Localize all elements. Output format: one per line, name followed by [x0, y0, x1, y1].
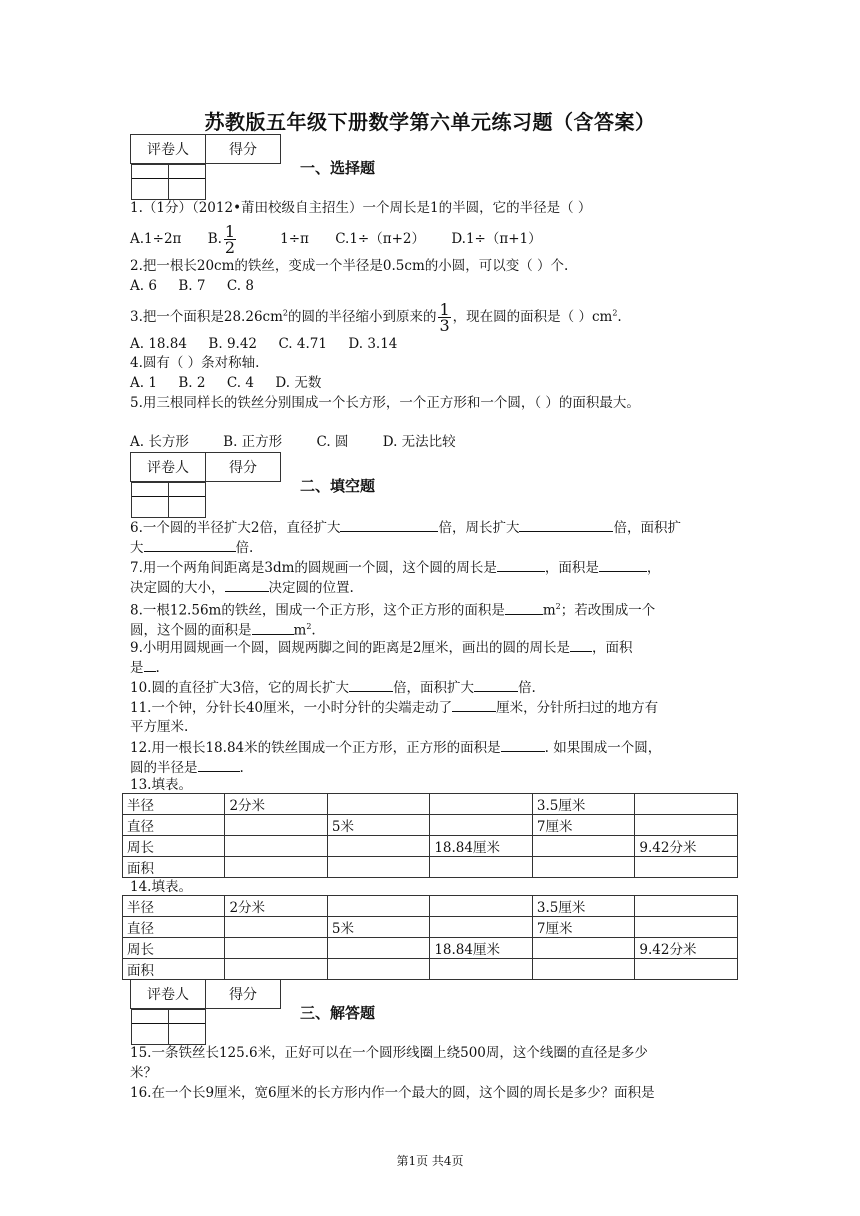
grader-box-2 — [130, 452, 281, 501]
question-4-options: A. 1 B. 2 C. 4 D. 无数 — [130, 375, 322, 391]
table-cell — [327, 896, 429, 917]
question-1-options — [130, 224, 564, 255]
table-row — [123, 959, 738, 980]
row-header-cell: 面积 — [123, 857, 225, 878]
question-9: 9.小明用圆规画一个圆，圆规两脚之间的距离是2厘米，画出的圆的周长是 ，面积 — [130, 637, 632, 658]
page-footer: 第1页 共4页 — [396, 1154, 464, 1168]
table-cell — [532, 836, 634, 857]
option-a: A.1÷2π — [130, 231, 182, 247]
fill-table-body — [123, 896, 738, 980]
table-row — [123, 857, 738, 878]
question-3: 3.把一个面积是$28.26cm^2$的圆的半径缩小到原来的 $\frac{1}{3}$ ，现在圆的面积是（ ）$cm^2$. — [130, 300, 622, 335]
table-cell — [635, 896, 738, 917]
table-cell — [430, 917, 533, 938]
section-heading-fill: 二、填空题 — [300, 477, 376, 495]
question-16: 16.在一个长9厘米，宽6厘米的长方形内作一个最大的圆，这个圆的周长是多少？面积是 — [130, 1085, 655, 1101]
question-10: 10.圆的直径扩大3倍，它的周长扩大 倍，面积扩大 倍. — [130, 677, 536, 698]
table-cell: 5米 — [327, 815, 429, 836]
question-9-cont: 是 . — [130, 657, 160, 678]
question-13: 13.填表。 — [130, 777, 192, 793]
grader-cell — [131, 483, 168, 518]
question-7: 7.用一个两角间距离是3dm的圆规画一个圆，这个圆的周长是 ，面积是 ， — [130, 557, 660, 578]
question-5-options: A. 长方形 B. 正方形 C. 圆 D. 无法比较 — [130, 434, 456, 450]
question-3-options: A. 18.84 B. 9.42 C. 4.71 D. 3.14 — [130, 336, 398, 352]
row-header-cell: 半径 — [123, 794, 225, 815]
grader-label: 评卷人 — [131, 135, 206, 164]
fill-table-13 — [122, 793, 738, 878]
table-cell — [635, 917, 738, 938]
table-cell: 9.42分米 — [635, 938, 738, 959]
question-5: 5.用三根同样长的铁丝分别围成一个长方形，一个正方形和一个圆，（ ）的面积最大。 — [130, 395, 640, 411]
table-cell — [430, 815, 533, 836]
table-cell — [225, 959, 327, 980]
score-cell — [168, 483, 205, 518]
table-cell: 9.42分米 — [635, 836, 738, 857]
table-cell — [430, 896, 533, 917]
grader-label: 评卷人 — [131, 980, 206, 1009]
table-cell — [635, 815, 738, 836]
question-11-cont: 平方厘米. — [130, 719, 189, 735]
question-12-cont: 圆的半径是 . — [130, 757, 244, 778]
table-cell: 7厘米 — [532, 815, 634, 836]
table-cell: 2分米 — [225, 794, 327, 815]
table-cell — [225, 938, 327, 959]
table-cell — [225, 857, 327, 878]
table-cell — [532, 938, 634, 959]
row-header-cell: 半径 — [123, 896, 225, 917]
table-cell — [532, 857, 634, 878]
question-8-cont: 圆，这个圆的面积是 $m^2$. — [130, 617, 316, 641]
score-cell — [168, 1010, 205, 1045]
question-4: 4.圆有（ ）条对称轴. — [130, 355, 260, 371]
table-cell — [430, 857, 533, 878]
grader-cell — [131, 1010, 168, 1045]
table-cell: 3.5厘米 — [532, 794, 634, 815]
question-15-cont: 米？ — [130, 1065, 157, 1081]
table-cell: 18.84厘米 — [430, 938, 533, 959]
grader-box-3 — [130, 979, 281, 1028]
table-cell — [532, 959, 634, 980]
table-cell — [327, 857, 429, 878]
option-d: D.1÷（π+1） — [451, 231, 542, 247]
document-title: 苏教版五年级下册数学第六单元练习题（含答案） — [204, 110, 656, 134]
question-7-cont: 决定圆的大小， 决定圆的位置. — [130, 577, 354, 598]
score-label: 得分 — [206, 453, 281, 482]
table-cell: 18.84厘米 — [430, 836, 533, 857]
table-cell — [635, 857, 738, 878]
table-row — [123, 794, 738, 815]
grader-label: 评卷人 — [131, 453, 206, 482]
fill-table-14 — [122, 895, 738, 980]
table-cell — [225, 836, 327, 857]
question-8: 8.一根12.56m的铁丝，围成一个正方形，这个正方形的面积是 $m^2$；若改围成一个 — [130, 597, 655, 621]
table-cell — [635, 959, 738, 980]
table-cell — [635, 794, 738, 815]
question-1: 1.（1分）（2012•莆田校级自主招生）一个周长是1的半圆，它的半径是（ ） — [130, 200, 592, 216]
question-11: 11.一个钟，分针长40厘米，一小时分针的尖端走动了 厘米，分针所扫过的地方有 — [130, 697, 658, 718]
option-b: B. $\frac{1}{2}$ 1÷π — [207, 222, 309, 257]
table-cell — [327, 836, 429, 857]
question-15: 15.一条铁丝长125.6米，正好可以在一个圆形线圈上绕500周，这个线圈的直径是多少 — [130, 1045, 648, 1061]
fill-table-body — [123, 794, 738, 878]
table-cell — [327, 938, 429, 959]
question-14: 14.填表。 — [130, 879, 192, 895]
question-2-options: A. 6 B. 7 C. 8 — [130, 278, 254, 294]
option-c: C.1÷（π+2） — [335, 231, 426, 247]
row-header-cell: 面积 — [123, 959, 225, 980]
row-header-cell: 直径 — [123, 815, 225, 836]
table-cell: 3.5厘米 — [532, 896, 634, 917]
score-label: 得分 — [206, 980, 281, 1009]
grader-box-1 — [130, 134, 281, 183]
table-cell — [327, 959, 429, 980]
grader-cell — [131, 165, 168, 200]
score-label: 得分 — [206, 135, 281, 164]
table-cell — [327, 794, 429, 815]
table-row — [123, 938, 738, 959]
table-cell: 7厘米 — [532, 917, 634, 938]
row-header-cell: 直径 — [123, 917, 225, 938]
section-heading-choice: 一、选择题 — [300, 159, 376, 177]
table-row — [123, 917, 738, 938]
table-row — [123, 896, 738, 917]
row-header-cell: 周长 — [123, 836, 225, 857]
row-header-cell: 周长 — [123, 938, 225, 959]
question-12: 12.用一根长18.84米的铁丝围成一个正方形，正方形的面积是 . 如果围成一个圆， — [130, 737, 661, 758]
table-cell: 2分米 — [225, 896, 327, 917]
question-6-cont: 大 倍. — [130, 537, 253, 558]
question-6: 6.一个圆的半径扩大2倍，直径扩大 倍，周长扩大 倍，面积扩 — [130, 517, 681, 538]
question-2: 2.把一根长20cm的铁丝，变成一个半径是0.5cm的小圆，可以变（ ）个. — [130, 258, 569, 274]
section-heading-solve: 三、解答题 — [300, 1004, 376, 1022]
score-cell — [168, 165, 205, 200]
table-cell: 5米 — [327, 917, 429, 938]
table-row — [123, 836, 738, 857]
table-cell — [225, 917, 327, 938]
table-cell — [430, 794, 533, 815]
table-row — [123, 815, 738, 836]
table-cell — [225, 815, 327, 836]
table-cell — [430, 959, 533, 980]
